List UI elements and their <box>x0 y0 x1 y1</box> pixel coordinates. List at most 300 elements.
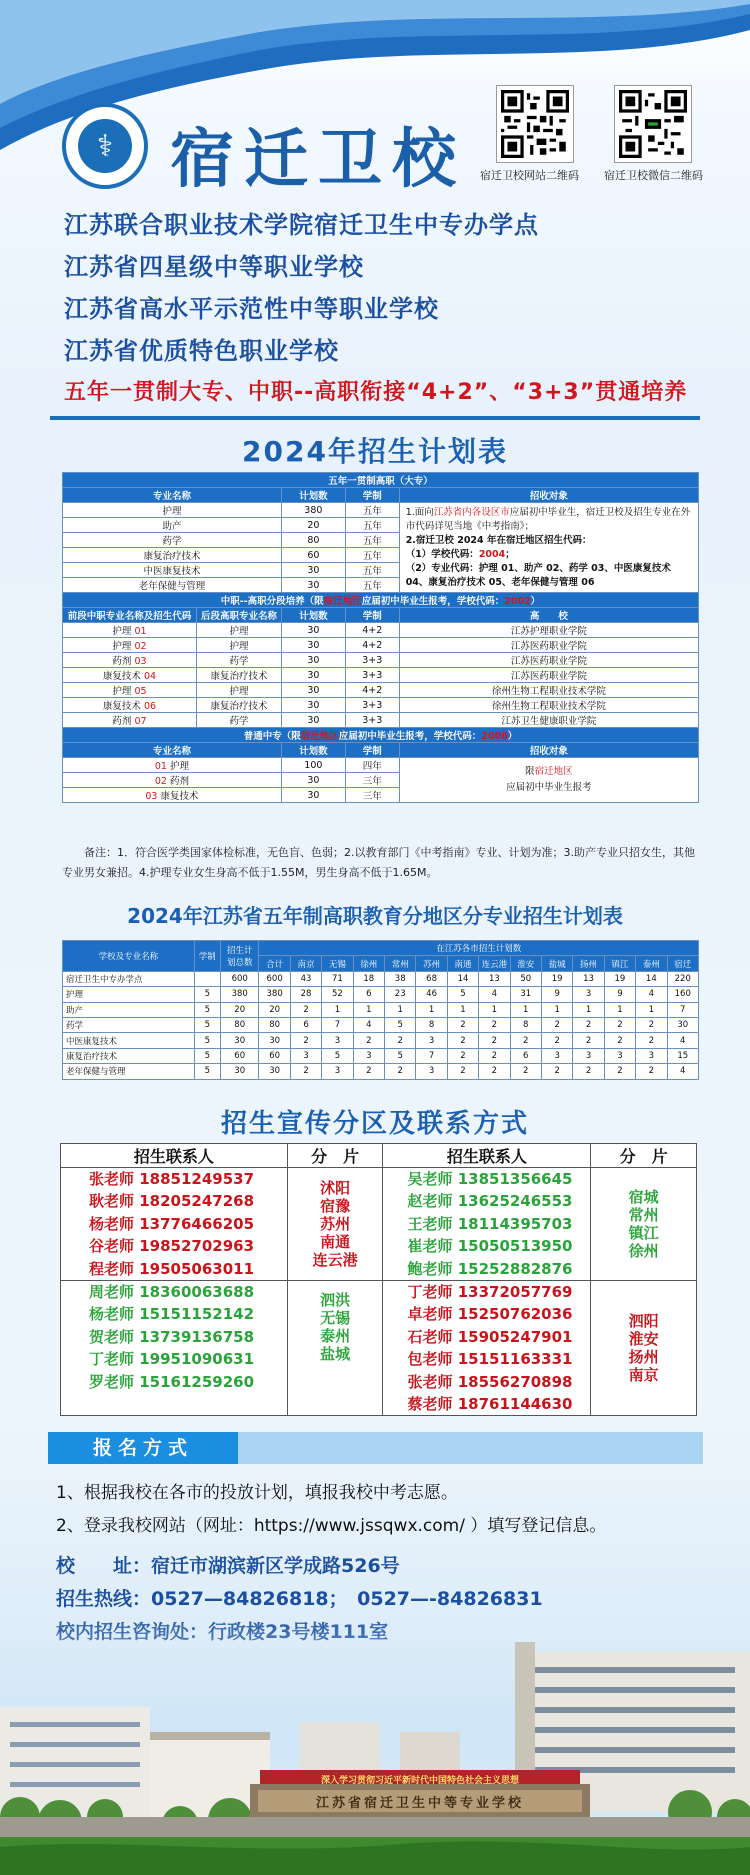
table-cell: 江苏医药职业学院 <box>399 668 698 683</box>
column-header: 高 校 <box>399 608 698 623</box>
table-cell: 江苏卫生健康职业学院 <box>399 713 698 728</box>
school-name: 宿迁卫校 <box>170 122 466 197</box>
table-cell: 2 <box>541 1064 572 1079</box>
contact-person: 周老师 18360063688 <box>89 1282 255 1301</box>
table-cell: 1 <box>353 1002 384 1017</box>
table-cell: 2 <box>353 1064 384 1079</box>
obj-text: 应届初中毕业生报考 <box>506 782 592 793</box>
contact-title: 招生宣传分区及联系方式 <box>220 1109 529 1139</box>
table-cell: 4+2 <box>345 638 399 653</box>
table-cell: 江苏护理职业学院 <box>399 623 698 638</box>
major-name: 药剂 <box>112 656 132 667</box>
heading-text: 2006 <box>481 731 508 742</box>
table-cell: 5 <box>194 1033 220 1048</box>
table-cell: 2 <box>541 1017 572 1032</box>
table-cell: 徐州生物工程职业技术学院 <box>399 698 698 713</box>
contact-person: 丁老师 19951090631 <box>89 1350 255 1369</box>
table-cell: 老年保健与管理 <box>63 578 282 593</box>
table-cell: 7 <box>667 1002 698 1017</box>
table-cell: 4+2 <box>345 683 399 698</box>
qr1-caption: 宿迁卫校网站二维码 <box>480 169 579 182</box>
table-row <box>63 1033 699 1048</box>
table-cell: 380 <box>281 503 345 518</box>
table-cell <box>194 971 220 986</box>
table-cell: 1 <box>636 1002 667 1017</box>
table-cell: 3 <box>636 1048 667 1063</box>
contact-person: 张老师 18851249537 <box>89 1170 255 1188</box>
table-cell: 9 <box>604 987 635 1002</box>
slogan-2: 江苏省四星级中等职业学校 <box>64 253 364 281</box>
table-cell: 3 <box>416 1033 447 1048</box>
table-cell: 康复治疗技术 <box>196 698 281 713</box>
table-cell: 19 <box>541 971 572 986</box>
enrollment-plan-table <box>62 472 699 803</box>
table-cell: 3+3 <box>345 713 399 728</box>
table-cell: 28 <box>290 987 321 1002</box>
table-cell: 4 <box>636 987 667 1002</box>
table-cell: 五年 <box>345 548 399 563</box>
table-cell <box>63 653 197 668</box>
table-row <box>63 623 699 638</box>
table-cell: 43 <box>290 971 321 986</box>
table-cell: 60 <box>259 1048 290 1063</box>
table-cell: 52 <box>322 987 353 1002</box>
city-header: 无锡 <box>322 956 353 971</box>
contact-person: 杨老师 15151152142 <box>89 1305 255 1324</box>
table-cell: 3 <box>353 1048 384 1063</box>
table-cell: 30 <box>281 623 345 638</box>
major-name: 康复技术 <box>160 791 199 802</box>
table-cell: 13 <box>573 971 604 986</box>
table-cell: 4 <box>667 1064 698 1079</box>
regional-rows <box>63 971 699 1079</box>
table-row <box>63 971 699 986</box>
table-cell: 2 <box>447 1048 478 1063</box>
table-cell: 五年 <box>345 503 399 518</box>
table-cell: 80 <box>259 1017 290 1032</box>
table-cell: 2 <box>385 1064 416 1079</box>
heading-text: 中职--高职分段培养（限 <box>220 596 324 607</box>
city-header: 常州 <box>385 956 416 971</box>
signup-banner <box>48 1432 703 1464</box>
section-heading <box>63 728 699 743</box>
table-cell: 3+3 <box>345 668 399 683</box>
major-code: 05 <box>134 686 147 697</box>
table-cell: 药学 <box>196 713 281 728</box>
table-cell: 三年 <box>345 773 399 788</box>
area-name: 沭阳 <box>320 1178 351 1197</box>
table-cell: 9 <box>541 987 572 1002</box>
table-cell: 4+2 <box>345 623 399 638</box>
area-name: 苏州 <box>320 1214 351 1233</box>
major-name: 护理 <box>112 626 132 637</box>
school-logo <box>62 103 148 189</box>
table-cell: 68 <box>416 971 447 986</box>
obj-text: （1）学校代码： <box>405 548 479 560</box>
contact-person: 耿老师 18205247268 <box>89 1192 255 1211</box>
major-name: 药剂 <box>112 716 132 727</box>
wechat-qr-code <box>614 85 692 163</box>
table-cell <box>63 713 197 728</box>
table-cell: 2 <box>604 1033 635 1048</box>
table-cell: 2 <box>479 1017 510 1032</box>
table-cell: 30 <box>281 788 345 803</box>
table-cell: 30 <box>281 713 345 728</box>
slogan-red: 五年一贯制大专、中职--高职衔接“4+2”、“3+3”贯通培养 <box>64 380 688 405</box>
table-cell: 600 <box>259 971 290 986</box>
heading-text: 应届初中毕业生报考，学校代码： <box>338 731 482 742</box>
table-cell: 五年 <box>345 563 399 578</box>
area-name: 常州 <box>628 1205 659 1224</box>
table-row <box>63 1002 699 1017</box>
table-cell: 30 <box>281 578 345 593</box>
table-cell: 助产 <box>63 518 282 533</box>
major-code: 03 <box>145 791 158 802</box>
table-cell: 6 <box>510 1048 541 1063</box>
table-cell: 100 <box>281 758 345 773</box>
column-header: 分 片 <box>287 1144 383 1168</box>
table-cell: 护理 <box>63 987 195 1002</box>
signup-label: 报名方式 <box>48 1432 238 1464</box>
contact-person: 杨老师 13776466205 <box>89 1214 255 1233</box>
area-name: 泰州 <box>320 1326 351 1345</box>
table-row <box>63 713 699 728</box>
table-cell: 19 <box>604 971 635 986</box>
table-cell: 五年 <box>345 578 399 593</box>
major-name: 护理 <box>170 761 190 772</box>
table-cell: 5 <box>385 1017 416 1032</box>
table-cell: 30 <box>220 1064 258 1079</box>
heading-text: 宿迁地区 <box>300 731 339 742</box>
table-cell: 30 <box>281 683 345 698</box>
obj-text: 宿迁地区 <box>534 766 573 777</box>
plan-title: 2024年招生计划表 <box>242 435 508 468</box>
table-cell: 药学 <box>63 1017 195 1032</box>
table-cell: 2 <box>479 1048 510 1063</box>
admission-hotline: 招生热线：0527—84826818； 0527—-84826831 <box>56 1588 543 1610</box>
contact-person: 贺老师 13739136758 <box>89 1327 255 1346</box>
heading-text: 普通中专（限 <box>243 731 301 742</box>
table-cell: 2 <box>510 1064 541 1079</box>
area-name: 宿豫 <box>320 1196 351 1215</box>
table-cell: 30 <box>281 638 345 653</box>
table-cell: 1 <box>447 1002 478 1017</box>
table-row <box>63 758 699 773</box>
table-cell: 5 <box>447 987 478 1002</box>
divider <box>50 416 700 420</box>
obj-text: 2.宿迁卫校 2024 年在宿迁地区招生代码： <box>405 534 592 546</box>
signup-step-2: 2、登录我校网站（网址：https://www.jssqwx.com/ ）填写登记信息。 <box>56 1516 607 1536</box>
table-row <box>63 1064 699 1079</box>
table-cell: 五年 <box>345 533 399 548</box>
table-cell: 380 <box>220 987 258 1002</box>
campus-photo <box>0 1612 750 1875</box>
table-cell: 2 <box>290 1064 321 1079</box>
major-code: 06 <box>143 701 157 712</box>
table-cell: 2 <box>636 1064 667 1079</box>
table-cell: 2 <box>447 1064 478 1079</box>
city-header: 淮安 <box>510 956 541 971</box>
table-cell: 80 <box>220 1017 258 1032</box>
heading-text: ） <box>507 731 518 742</box>
area-name: 淮安 <box>628 1330 659 1349</box>
table-cell: 3 <box>573 1048 604 1063</box>
major-name: 护理 <box>112 641 132 652</box>
table-cell: 2 <box>290 1033 321 1048</box>
table-cell: 30 <box>281 563 345 578</box>
contact-person: 赵老师 13625246553 <box>407 1192 573 1211</box>
column-header: 学制 <box>345 488 399 503</box>
table-cell <box>63 623 197 638</box>
contact-person: 包老师 15151163331 <box>407 1350 573 1369</box>
table-cell: 康复治疗技术 <box>63 548 282 563</box>
table-cell: 14 <box>636 971 667 986</box>
column-header: 计划数 <box>281 743 345 758</box>
contact-person: 石老师 15905247901 <box>407 1327 573 1346</box>
admission-target <box>399 758 698 803</box>
campus-banner: 深入学习贯彻习近平新时代中国特色社会主义思想 <box>320 1776 519 1786</box>
area-name: 扬州 <box>628 1348 659 1367</box>
table-cell: 5 <box>385 1048 416 1063</box>
table-cell: 14 <box>447 971 478 986</box>
table-cell: 30 <box>667 1017 698 1032</box>
table-cell: 四年 <box>345 758 399 773</box>
table-cell <box>63 638 197 653</box>
table-cell: 5 <box>322 1048 353 1063</box>
city-header: 宿迁 <box>667 956 698 971</box>
table-cell: 30 <box>259 1064 290 1079</box>
table-cell: 60 <box>281 548 345 563</box>
contact-table <box>60 1143 697 1416</box>
signup-step-1: 1、根据我校在各市的投放计划，填报我校中考志愿。 <box>56 1483 458 1503</box>
table-cell: 2 <box>636 1017 667 1032</box>
table-row <box>63 1017 699 1032</box>
heading-text: 2002 <box>504 596 531 607</box>
column-header: 招生联系人 <box>61 1144 288 1168</box>
table-cell <box>63 773 282 788</box>
table-cell: 160 <box>667 987 698 1002</box>
heading-text: 应届初中毕业生报考，学校代码： <box>361 596 505 607</box>
table-row <box>63 1048 699 1063</box>
column-header: 后段高职专业名称 <box>196 608 281 623</box>
column-header: 招生联系人 <box>383 1144 591 1168</box>
table-cell: 2 <box>604 1064 635 1079</box>
table-cell: 50 <box>510 971 541 986</box>
table-cell: 老年保健与管理 <box>63 1064 195 1079</box>
table-row <box>63 668 699 683</box>
table-cell: 2 <box>604 1017 635 1032</box>
table-cell: 1 <box>604 1002 635 1017</box>
table-cell: 8 <box>510 1017 541 1032</box>
table-cell: 护理 <box>196 638 281 653</box>
area-name: 宿城 <box>628 1187 659 1206</box>
obj-text: 2004 <box>478 548 506 560</box>
obj-text: 限 <box>525 766 535 777</box>
table-cell: 2 <box>479 1064 510 1079</box>
contact-person: 张老师 18556270898 <box>407 1372 573 1391</box>
table-cell: 江苏医药职业学院 <box>399 653 698 668</box>
caduceus-icon: ⚕ <box>78 119 132 173</box>
table-row <box>63 503 699 518</box>
table-cell: 23 <box>385 987 416 1002</box>
table-cell: 助产 <box>63 1002 195 1017</box>
table-cell <box>63 668 197 683</box>
table-cell: 38 <box>385 971 416 986</box>
school-address: 校 址：宿迁市湖滨新区学成路526号 <box>56 1555 400 1577</box>
table-cell: 2 <box>541 1033 572 1048</box>
area-name: 盐城 <box>320 1344 351 1363</box>
table-cell: 宿迁卫生中专办学点 <box>63 971 195 986</box>
city-header: 盐城 <box>541 956 572 971</box>
table-cell: 7 <box>416 1048 447 1063</box>
area-name: 无锡 <box>320 1308 351 1327</box>
table-cell <box>63 683 197 698</box>
contact-person: 程老师 19505063011 <box>89 1259 255 1278</box>
table-row <box>63 987 699 1002</box>
column-header: 学制 <box>345 608 399 623</box>
contact-list <box>61 1168 288 1281</box>
header-text: 招生计 <box>226 945 253 956</box>
column-header: 计划数 <box>281 608 345 623</box>
heading-text: ） <box>530 596 541 607</box>
area-cell <box>591 1168 697 1281</box>
website-qr-code <box>496 85 574 163</box>
city-header: 南京 <box>290 956 321 971</box>
city-header: 扬州 <box>573 956 604 971</box>
table-row <box>63 698 699 713</box>
table-cell: 30 <box>281 653 345 668</box>
table-cell <box>63 758 282 773</box>
major-name: 康复技术 <box>102 701 141 712</box>
section-heading: 五年一贯制高职（大专） <box>63 473 699 488</box>
table-cell: 20 <box>220 1002 258 1017</box>
major-name: 药剂 <box>170 776 190 787</box>
table-cell: 中医康复技术 <box>63 563 282 578</box>
table-cell: 380 <box>259 987 290 1002</box>
area-cell <box>287 1168 383 1281</box>
qr-code-icon <box>619 90 687 158</box>
area-name: 南通 <box>320 1232 351 1251</box>
table-cell: 3 <box>322 1033 353 1048</box>
table-cell: 护理 <box>196 683 281 698</box>
major-name: 护理 <box>112 686 132 697</box>
city-header: 南通 <box>447 956 478 971</box>
city-header: 徐州 <box>353 956 384 971</box>
column-header <box>220 941 258 972</box>
table-cell: 30 <box>220 1033 258 1048</box>
header-text: 划总数 <box>226 957 253 968</box>
table-cell: 5 <box>194 1048 220 1063</box>
table-cell: 20 <box>259 1002 290 1017</box>
table-cell: 4 <box>353 1017 384 1032</box>
table-cell: 药学 <box>196 653 281 668</box>
table-cell: 46 <box>416 987 447 1002</box>
table-cell: 2 <box>479 1033 510 1048</box>
table-cell: 6 <box>290 1017 321 1032</box>
regional-title: 2024年江苏省五年制高职教育分地区分专业招生计划表 <box>127 904 623 928</box>
table-cell: 30 <box>281 773 345 788</box>
contact-person: 蔡老师 18761144630 <box>407 1394 573 1413</box>
table-cell: 30 <box>259 1033 290 1048</box>
major-code: 02 <box>134 641 147 652</box>
admission-target <box>399 503 698 593</box>
table-cell: 5 <box>194 1002 220 1017</box>
table-cell: 600 <box>220 971 258 986</box>
table-cell: 220 <box>667 971 698 986</box>
contact-person: 吴老师 13851356645 <box>407 1170 573 1188</box>
city-header: 镇江 <box>604 956 635 971</box>
table-cell: 1 <box>510 1002 541 1017</box>
table-cell: 五年 <box>345 518 399 533</box>
table-cell: 2 <box>636 1033 667 1048</box>
table-cell: 4 <box>667 1033 698 1048</box>
table-cell: 20 <box>281 518 345 533</box>
table-cell: 康复治疗技术 <box>196 668 281 683</box>
area-name: 泗洪 <box>320 1290 351 1309</box>
table-cell: 3+3 <box>345 653 399 668</box>
table-cell: 康复治疗技术 <box>63 1048 195 1063</box>
slogan-list <box>64 204 687 414</box>
table-cell <box>63 788 282 803</box>
table-cell: 1 <box>479 1002 510 1017</box>
table-cell: 80 <box>281 533 345 548</box>
slogan-1: 江苏联合职业技术学院宿迁卫生中专办学点 <box>64 211 539 239</box>
table-cell: 4 <box>479 987 510 1002</box>
table-cell: 3 <box>322 1064 353 1079</box>
column-header: 专业名称 <box>63 743 282 758</box>
table-cell: 护理 <box>196 623 281 638</box>
table-cell: 3 <box>541 1048 572 1063</box>
table-cell: 2 <box>290 1002 321 1017</box>
major-code: 01 <box>154 761 167 772</box>
obj-text: ； <box>505 548 515 560</box>
area-name: 徐州 <box>628 1241 659 1260</box>
column-header: 招收对象 <box>399 488 698 503</box>
table-cell: 3 <box>573 987 604 1002</box>
major-code: 02 <box>154 776 167 787</box>
table-cell: 2 <box>573 1064 604 1079</box>
table-cell: 8 <box>416 1017 447 1032</box>
table-cell: 30 <box>281 698 345 713</box>
table-cell: 18 <box>353 971 384 986</box>
table-cell: 71 <box>322 971 353 986</box>
table-cell: 江苏医药职业学院 <box>399 638 698 653</box>
table-cell: 60 <box>220 1048 258 1063</box>
column-header: 专业名称 <box>63 488 282 503</box>
table-cell: 2 <box>385 1033 416 1048</box>
obj-text: 江苏省内各设区市 <box>433 506 510 518</box>
table-cell: 3 <box>604 1048 635 1063</box>
major-code: 04 <box>143 671 157 682</box>
table-cell: 1 <box>416 1002 447 1017</box>
table-cell: 6 <box>353 987 384 1002</box>
table-cell <box>63 698 197 713</box>
table-cell: 2 <box>447 1033 478 1048</box>
table-cell: 徐州生物工程职业技术学院 <box>399 683 698 698</box>
area-cell <box>287 1280 383 1415</box>
column-header: 学校及专业名称 <box>63 941 195 972</box>
remarks: 备注：1．符合医学类国家体检标准，无色盲、色弱；2.以教育部门《中考指南》专业、计划为准；3.助产专业只招女生，其他专业男女兼招。4.护理专业女生身高不低于1.55M，男生身高不低于1.65M。 <box>62 846 695 879</box>
contact-person: 谷老师 19852702963 <box>89 1237 255 1256</box>
table-cell: 7 <box>322 1017 353 1032</box>
obj-text: 1.面向 <box>405 506 434 518</box>
city-header: 泰州 <box>636 956 667 971</box>
area-name: 连云港 <box>312 1250 358 1269</box>
column-header: 学制 <box>194 941 220 972</box>
obj-text: （2）专业代码：护理 01、助产 02、药学 03、中医康复技术 04、康复治疗技术 05、老年保健与管理 06 <box>405 562 671 588</box>
column-header: 前段中职专业名称及招生代码 <box>63 608 197 623</box>
contact-person: 丁老师 13372057769 <box>407 1282 573 1301</box>
